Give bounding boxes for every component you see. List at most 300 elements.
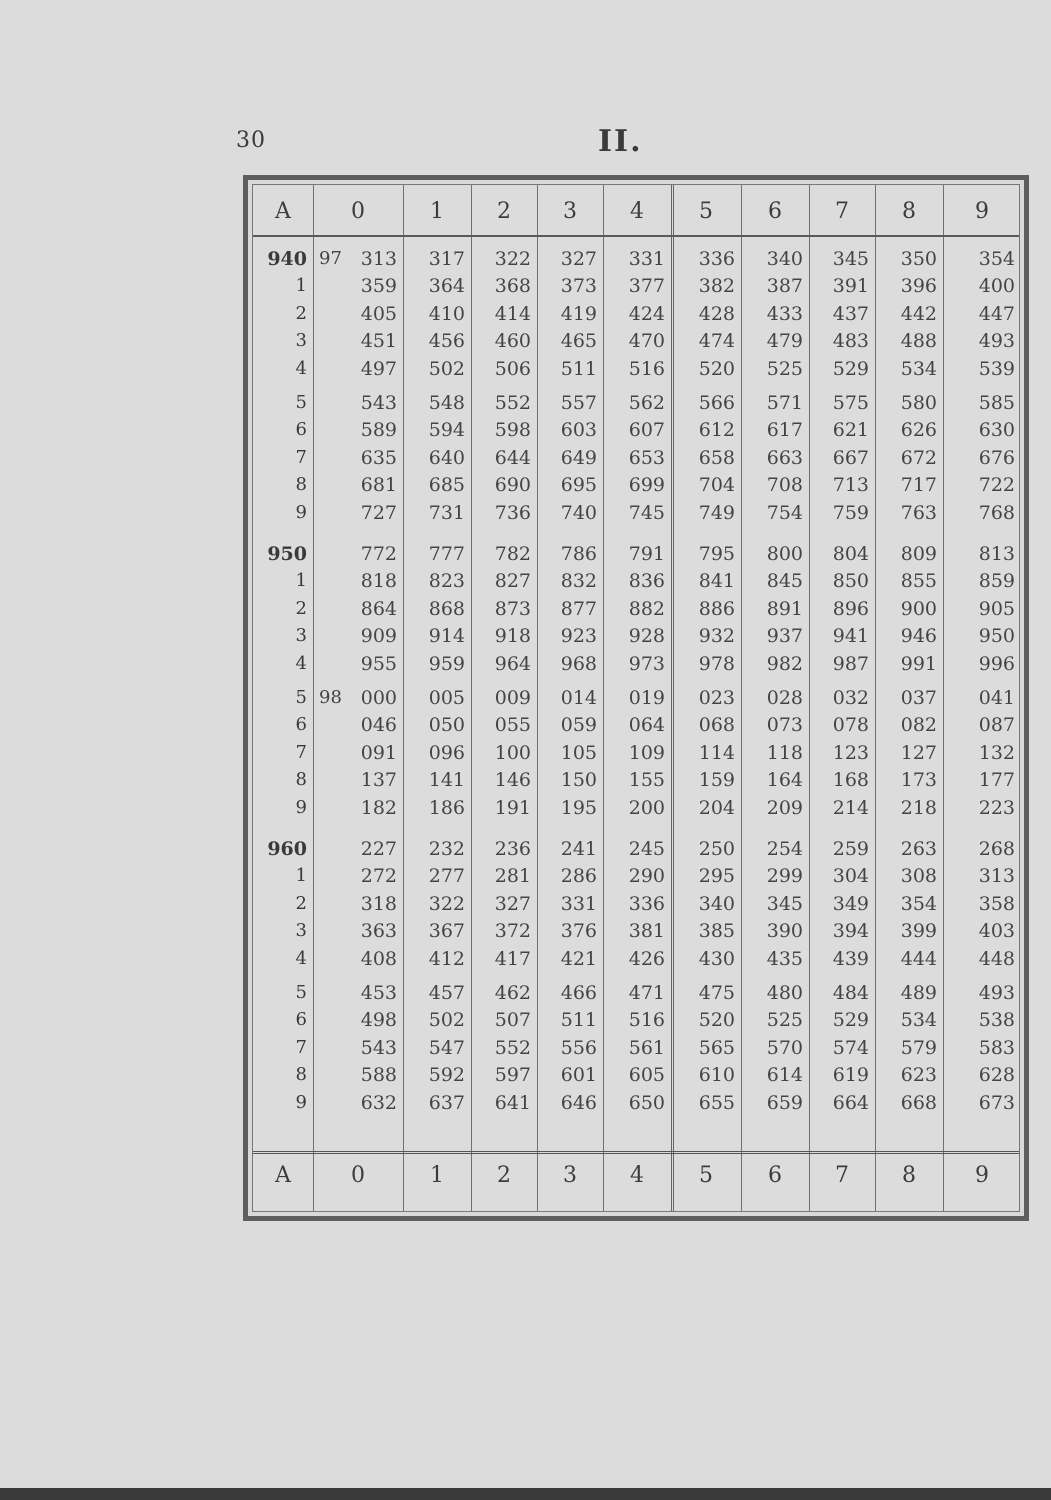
table-cell: 592 (428, 1064, 465, 1087)
table-cell: 437 (832, 302, 869, 325)
table-cell: 046 (360, 714, 397, 737)
header-digit-4: 4 (630, 199, 644, 224)
table-cell: 973 (628, 652, 665, 675)
table-cell: 493 (978, 330, 1015, 353)
row-label: 3 (295, 920, 307, 942)
table-cell: 877 (560, 597, 597, 620)
table-cell: 164 (766, 769, 803, 792)
log-table (243, 175, 1029, 1221)
row-label: 1 (295, 570, 307, 592)
table-cell: 570 (766, 1036, 803, 1059)
table-cell: 358 (978, 892, 1015, 915)
table-cell: 685 (428, 474, 465, 497)
table-cell: 937 (766, 625, 803, 648)
row-label: 5 (295, 982, 307, 1003)
table-cell: 082 (900, 714, 937, 737)
table-cell: 964 (494, 652, 531, 675)
table-cell: 023 (698, 687, 735, 709)
table-cell: 672 (900, 446, 937, 469)
footer-digit-0: 0 (351, 1163, 365, 1188)
table-cell: 168 (832, 769, 869, 792)
table-cell: 791 (628, 543, 665, 565)
table-cell: 064 (628, 714, 665, 737)
table-cell: 327 (494, 892, 531, 915)
table-cell: 363 (360, 920, 397, 943)
row-label: 960 (267, 838, 307, 860)
table-cell: 614 (766, 1064, 803, 1087)
header-digit-6: 6 (768, 199, 782, 224)
log-table-body (252, 184, 1020, 1212)
table-cell: 354 (900, 892, 937, 915)
table-cell: 470 (628, 330, 665, 353)
table-cell: 982 (766, 652, 803, 675)
table-cell: 028 (766, 687, 803, 709)
table-cell: 745 (628, 501, 665, 524)
header-digit-3: 3 (563, 199, 577, 224)
table-cell: 610 (698, 1064, 735, 1087)
table-cell: 864 (360, 597, 397, 620)
table-cell: 354 (978, 248, 1015, 270)
table-cell: 367 (428, 920, 465, 943)
table-cell: 424 (628, 302, 665, 325)
footer-digit-1: 1 (430, 1163, 444, 1188)
table-cell: 637 (428, 1091, 465, 1114)
table-cell: 394 (832, 920, 869, 943)
table-cell: 109 (628, 741, 665, 764)
table-cell: 978 (698, 652, 735, 675)
table-cell: 968 (560, 652, 597, 675)
table-cell: 497 (360, 357, 397, 380)
table-cell: 601 (560, 1064, 597, 1087)
table-cell: 313 (360, 248, 397, 270)
header-digit-1: 1 (430, 199, 444, 224)
table-cell: 644 (494, 446, 531, 469)
table-cell: 218 (900, 796, 937, 819)
table-cell: 447 (978, 302, 1015, 325)
table-cell: 516 (628, 357, 665, 380)
table-cell: 565 (698, 1036, 735, 1059)
footer-digit-6: 6 (768, 1163, 782, 1188)
table-cell: 123 (832, 741, 869, 764)
table-cell: 809 (900, 543, 937, 565)
table-cell: 621 (832, 419, 869, 442)
table-cell: 313 (978, 865, 1015, 888)
table-cell: 414 (494, 302, 531, 325)
row-label: 7 (295, 446, 307, 468)
table-cell: 923 (560, 625, 597, 648)
table-cell: 534 (900, 1009, 937, 1032)
row-label: 7 (295, 741, 307, 763)
table-cell: 575 (832, 392, 869, 414)
row-label: 1 (295, 275, 307, 297)
table-cell: 322 (494, 248, 531, 270)
header-digit-0: 0 (351, 199, 365, 224)
row-label: 8 (295, 769, 307, 791)
row-label: 2 (295, 597, 307, 619)
table-cell: 268 (978, 838, 1015, 860)
table-cell: 659 (766, 1091, 803, 1114)
table-cell: 804 (832, 543, 869, 565)
table-cell: 349 (832, 892, 869, 915)
table-cell: 396 (900, 275, 937, 298)
table-cell: 695 (560, 474, 597, 497)
table-cell: 304 (832, 865, 869, 888)
table-cell: 598 (494, 419, 531, 442)
table-cell: 471 (628, 982, 665, 1004)
table-cell: 408 (360, 947, 397, 970)
table-cell: 340 (698, 892, 735, 915)
table-cell: 433 (766, 302, 803, 325)
table-cell: 132 (978, 741, 1015, 764)
table-cell: 488 (900, 330, 937, 353)
table-cell: 740 (560, 501, 597, 524)
row-label: 9 (295, 796, 307, 818)
table-cell: 114 (698, 741, 735, 764)
table-cell: 516 (628, 1009, 665, 1032)
table-cell: 390 (766, 920, 803, 943)
table-cell: 259 (832, 838, 869, 860)
table-cell: 480 (766, 982, 803, 1004)
table-cell: 722 (978, 474, 1015, 497)
table-cell: 146 (494, 769, 531, 792)
table-cell: 850 (832, 570, 869, 593)
table-cell: 823 (428, 570, 465, 593)
table-cell: 507 (494, 1009, 531, 1032)
table-cell: 786 (560, 543, 597, 565)
table-cell: 704 (698, 474, 735, 497)
table-cell: 673 (978, 1091, 1015, 1114)
table-cell: 727 (360, 501, 397, 524)
table-cell: 914 (428, 625, 465, 648)
table-cell: 391 (832, 275, 869, 298)
table-cell: 405 (360, 302, 397, 325)
table-cell: 465 (560, 330, 597, 353)
table-cell: 195 (560, 796, 597, 819)
table-cell: 340 (766, 248, 803, 270)
table-cell: 759 (832, 501, 869, 524)
table-cell: 327 (560, 248, 597, 270)
table-cell: 462 (494, 982, 531, 1004)
table-cell: 368 (494, 275, 531, 298)
table-cell: 772 (360, 543, 397, 565)
table-cell: 855 (900, 570, 937, 593)
table-cell: 336 (698, 248, 735, 270)
table-cell: 959 (428, 652, 465, 675)
table-cell: 037 (900, 687, 937, 709)
page-edge-shadow (0, 1488, 1051, 1500)
table-cell: 777 (428, 543, 465, 565)
table-cell: 299 (766, 865, 803, 888)
table-cell: 668 (900, 1091, 937, 1114)
table-cell: 946 (900, 625, 937, 648)
table-cell: 841 (698, 570, 735, 593)
table-cell: 594 (428, 419, 465, 442)
table-cell: 580 (900, 392, 937, 414)
table-cell: 612 (698, 419, 735, 442)
table-cell: 836 (628, 570, 665, 593)
table-cell: 096 (428, 741, 465, 764)
table-cell: 534 (900, 357, 937, 380)
table-cell: 421 (560, 947, 597, 970)
table-cell: 372 (494, 920, 531, 943)
table-cell: 539 (978, 357, 1015, 380)
table-cell: 457 (428, 982, 465, 1004)
table-cell: 245 (628, 838, 665, 860)
table-cell: 223 (978, 796, 1015, 819)
table-cell: 118 (766, 741, 803, 764)
table-cell: 448 (978, 947, 1015, 970)
table-cell: 186 (428, 796, 465, 819)
table-cell: 928 (628, 625, 665, 648)
footer-digit-8: 8 (902, 1163, 916, 1188)
table-cell: 100 (494, 741, 531, 764)
table-cell: 768 (978, 501, 1015, 524)
table-cell: 345 (832, 248, 869, 270)
table-cell: 484 (832, 982, 869, 1004)
table-cell: 617 (766, 419, 803, 442)
table-cell: 506 (494, 357, 531, 380)
table-cell: 859 (978, 570, 1015, 593)
table-cell: 681 (360, 474, 397, 497)
header-digit-8: 8 (902, 199, 916, 224)
table-cell: 941 (832, 625, 869, 648)
table-cell: 005 (428, 687, 465, 709)
footer-digit-9: 9 (975, 1163, 989, 1188)
table-cell: 597 (494, 1064, 531, 1087)
table-cell: 399 (900, 920, 937, 943)
table-cell: 605 (628, 1064, 665, 1087)
table-cell: 087 (978, 714, 1015, 737)
table-cell: 177 (978, 769, 1015, 792)
table-cell: 882 (628, 597, 665, 620)
table-cell: 466 (560, 982, 597, 1004)
table-cell: 502 (428, 1009, 465, 1032)
table-cell: 127 (900, 741, 937, 764)
header-corner-label: A (275, 199, 291, 224)
header-digit-7: 7 (835, 199, 849, 224)
table-cell: 619 (832, 1064, 869, 1087)
table-cell: 373 (560, 275, 597, 298)
table-cell: 511 (560, 357, 597, 380)
table-cell: 498 (360, 1009, 397, 1032)
table-cell: 350 (900, 248, 937, 270)
table-cell: 359 (360, 275, 397, 298)
table-cell: 483 (832, 330, 869, 353)
table-cell: 214 (832, 796, 869, 819)
mantissa-prefix: 98 (319, 687, 342, 708)
header-rule (253, 235, 1019, 237)
table-cell: 717 (900, 474, 937, 497)
table-cell: 281 (494, 865, 531, 888)
table-cell: 385 (698, 920, 735, 943)
table-cell: 272 (360, 865, 397, 888)
table-cell: 428 (698, 302, 735, 325)
table-cell: 996 (978, 652, 1015, 675)
table-cell: 277 (428, 865, 465, 888)
table-cell: 905 (978, 597, 1015, 620)
table-cell: 664 (832, 1091, 869, 1114)
table-cell: 603 (560, 419, 597, 442)
table-cell: 155 (628, 769, 665, 792)
table-cell: 442 (900, 302, 937, 325)
table-cell: 453 (360, 982, 397, 1004)
table-cell: 646 (560, 1091, 597, 1114)
table-cell: 263 (900, 838, 937, 860)
row-label: 9 (295, 1091, 307, 1113)
section-title: II. (598, 124, 643, 159)
table-cell: 547 (428, 1036, 465, 1059)
row-label: 2 (295, 302, 307, 324)
table-cell: 557 (560, 392, 597, 414)
table-cell: 529 (832, 357, 869, 380)
table-cell: 014 (560, 687, 597, 709)
table-cell: 400 (978, 275, 1015, 298)
table-cell: 331 (628, 248, 665, 270)
table-cell: 626 (900, 419, 937, 442)
table-cell: 250 (698, 838, 735, 860)
table-cell: 676 (978, 446, 1015, 469)
table-cell: 159 (698, 769, 735, 792)
table-cell: 731 (428, 501, 465, 524)
footer-digit-2: 2 (497, 1163, 511, 1188)
table-cell: 655 (698, 1091, 735, 1114)
table-cell: 635 (360, 446, 397, 469)
table-cell: 538 (978, 1009, 1015, 1032)
table-cell: 561 (628, 1036, 665, 1059)
table-cell: 254 (766, 838, 803, 860)
page-number: 30 (236, 128, 266, 153)
table-cell: 607 (628, 419, 665, 442)
row-label: 940 (267, 248, 307, 270)
table-cell: 763 (900, 501, 937, 524)
row-label: 2 (295, 892, 307, 914)
table-cell: 364 (428, 275, 465, 298)
table-cell: 493 (978, 982, 1015, 1004)
table-cell: 583 (978, 1036, 1015, 1059)
table-cell: 832 (560, 570, 597, 593)
table-cell: 663 (766, 446, 803, 469)
row-label: 8 (295, 474, 307, 496)
table-cell: 589 (360, 419, 397, 442)
table-cell: 628 (978, 1064, 1015, 1087)
table-cell: 055 (494, 714, 531, 737)
table-cell: 987 (832, 652, 869, 675)
table-cell: 236 (494, 838, 531, 860)
table-cell: 891 (766, 597, 803, 620)
table-cell: 918 (494, 625, 531, 648)
table-cell: 955 (360, 652, 397, 675)
table-cell: 588 (360, 1064, 397, 1087)
table-cell: 227 (360, 838, 397, 860)
table-cell: 410 (428, 302, 465, 325)
footer-digit-7: 7 (835, 1163, 849, 1188)
table-cell: 419 (560, 302, 597, 325)
table-cell: 439 (832, 947, 869, 970)
table-cell: 068 (698, 714, 735, 737)
table-cell: 474 (698, 330, 735, 353)
table-cell: 091 (360, 741, 397, 764)
table-cell: 896 (832, 597, 869, 620)
table-cell: 381 (628, 920, 665, 943)
table-cell: 585 (978, 392, 1015, 414)
table-cell: 574 (832, 1036, 869, 1059)
table-cell: 322 (428, 892, 465, 915)
table-cell: 708 (766, 474, 803, 497)
table-cell: 579 (900, 1036, 937, 1059)
table-cell: 529 (832, 1009, 869, 1032)
footer-corner-label: A (275, 1163, 291, 1188)
table-cell: 286 (560, 865, 597, 888)
table-cell: 078 (832, 714, 869, 737)
table-cell: 290 (628, 865, 665, 888)
table-cell: 736 (494, 501, 531, 524)
table-cell: 845 (766, 570, 803, 593)
row-label: 950 (267, 543, 307, 565)
row-label: 5 (295, 392, 307, 413)
table-cell: 295 (698, 865, 735, 888)
table-cell: 032 (832, 687, 869, 709)
table-cell: 209 (766, 796, 803, 819)
table-cell: 932 (698, 625, 735, 648)
footer-digit-3: 3 (563, 1163, 577, 1188)
table-cell: 813 (978, 543, 1015, 565)
table-cell: 520 (698, 357, 735, 380)
table-cell: 073 (766, 714, 803, 737)
table-cell: 900 (900, 597, 937, 620)
table-cell: 502 (428, 357, 465, 380)
table-cell: 520 (698, 1009, 735, 1032)
table-cell: 489 (900, 982, 937, 1004)
table-cell: 141 (428, 769, 465, 792)
table-cell: 749 (698, 501, 735, 524)
row-label: 1 (295, 865, 307, 887)
table-cell: 543 (360, 1036, 397, 1059)
table-cell: 387 (766, 275, 803, 298)
footer-rule (253, 1151, 1019, 1154)
table-cell: 182 (360, 796, 397, 819)
table-cell: 818 (360, 570, 397, 593)
table-cell: 412 (428, 947, 465, 970)
table-cell: 377 (628, 275, 665, 298)
row-label: 6 (295, 714, 307, 736)
table-cell: 658 (698, 446, 735, 469)
table-cell: 991 (900, 652, 937, 675)
table-cell: 460 (494, 330, 531, 353)
table-cell: 795 (698, 543, 735, 565)
mantissa-prefix: 97 (319, 248, 342, 269)
table-cell: 191 (494, 796, 531, 819)
table-cell: 009 (494, 687, 531, 709)
row-label: 4 (295, 947, 307, 969)
row-label: 6 (295, 419, 307, 441)
footer-digit-4: 4 (630, 1163, 644, 1188)
table-cell: 345 (766, 892, 803, 915)
table-cell: 562 (628, 392, 665, 414)
table-cell: 336 (628, 892, 665, 915)
table-cell: 548 (428, 392, 465, 414)
table-cell: 552 (494, 392, 531, 414)
table-cell: 650 (628, 1091, 665, 1114)
table-cell: 525 (766, 1009, 803, 1032)
table-cell: 308 (900, 865, 937, 888)
table-cell: 754 (766, 501, 803, 524)
table-cell: 173 (900, 769, 937, 792)
table-cell: 232 (428, 838, 465, 860)
row-label: 4 (295, 357, 307, 379)
table-cell: 552 (494, 1036, 531, 1059)
table-cell: 571 (766, 392, 803, 414)
table-cell: 632 (360, 1091, 397, 1114)
